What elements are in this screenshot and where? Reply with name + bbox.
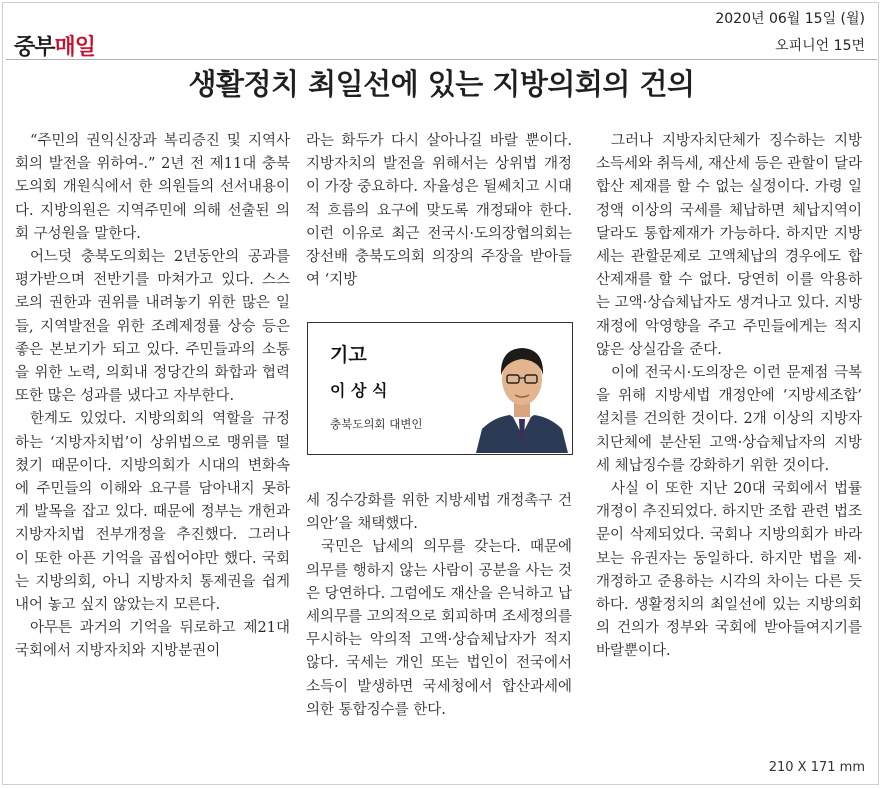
- newspaper-logo: [14, 30, 95, 61]
- publication-date: 2020년 06월 15일 (월): [715, 11, 865, 27]
- article-column-1: [15, 130, 290, 664]
- paragraph: 아무튼 과거의 기억을 뒤로하고 제21대 국회에서 지방자치와 지방분권이: [15, 620, 290, 660]
- clipping-dimensions: 210 X 171 mm: [768, 760, 865, 775]
- article-column-3: [596, 130, 862, 664]
- paragraph: “주민의 권익신장과 복리증진 및 지역사회의 발전을 위하여-.” 2년 전 제11대 충북도의회 개원식에서 한 의원들의 선서내용이다. 지방의원은 지역주민에 의해 선출된 의회 구성원을 말한다.: [15, 133, 290, 242]
- article-column-2-top: [306, 130, 572, 292]
- contribution-label: 기고: [330, 344, 367, 366]
- author-portrait: [474, 331, 570, 453]
- byline-box: [307, 322, 573, 455]
- paragraph: 그러나 지방자치단체가 징수하는 지방소득세와 취득세, 재산세 등은 관할이 달라 합산 제재를 할 수 없는 실정이다. 가령 일정액 이상의 국세를 체납하면 체납지역이 달라도 통합제재가 가능하다. 하지만 지방세는 관할문제로 고액체납의 경우에도 합산제재를 할 수 없다. 당연히 이를 악용하는 고액·상습체납자도 생겨나고 있다. 지방재정에 악영향을 주고 주민들에게는 적지 않은 상실감을 준다.: [596, 133, 862, 358]
- section-page: 오피니언 15면: [775, 38, 865, 54]
- logo-text-accent: 매일: [54, 35, 96, 60]
- article-headline: 생활정치 최일선에 있는 지방의회의 건의: [188, 67, 695, 101]
- logo-text-primary: 중부: [14, 35, 55, 60]
- paragraph: 국민은 납세의 의무를 갖는다. 때문에 의무를 행하지 않는 사람이 공분을 사는 것은 당연하다. 그럼에도 재산을 은닉하고 납세의무를 고의적으로 회피하며 조세정의를 무시하는 악의적 고액·상습체납자가 적지 않다. 국세는 개인 또는 법인이 전국에서 소득이 발생하면 국세청에서 합산과세에 의한 통합징수를 한다.: [306, 539, 572, 718]
- paragraph: 세 징수강화를 위한 지방세법 개정촉구 건의안’을 채택했다.: [306, 493, 572, 533]
- paragraph: 어느덧 충북도의회는 2년동안의 공과를 평가받으며 전반기를 마쳐가고 있다. 스스로의 권한과 권위를 내려놓기 위한 많은 일들, 지역발전을 위한 조례제정률 상승 등은 좋은 본보기가 되고 있다. 주민들과의 소통을 위한 노력, 의회내 정당간의 화합과 협력 또한 많은 성과를 냈다고 자부한다.: [15, 249, 290, 405]
- header-divider: [6, 59, 877, 60]
- author-role: 충북도의회 대변인: [330, 417, 423, 431]
- paragraph: 이에 전국시·도의장은 이런 문제점 극복을 위해 지방세법 개정안에 ‘지방세조합’ 설치를 건의한 것이다. 2개 이상의 지방자치단체에 분산된 고액·상습체납자의 지방세 체납징수를 강화하기 위한 것이다.: [596, 365, 862, 474]
- paragraph: 사실 이 또한 지난 20대 국회에서 법률개정이 추진되었다. 하지만 조합 관련 법조문이 삭제되었다. 국회나 지방의회가 바라보는 유권자는 동일하다. 하지만 법을 제·개정하고 준용하는 시각의 차이는 다른 듯하다. 생활정치의 최일선에 있는 지방의회의 건의가 정부와 국회에 받아들여지기를 바랄뿐이다.: [596, 481, 862, 660]
- paragraph: 한계도 있었다. 지방의회의 역할을 규정하는 ‘지방자치법’이 상위법으로 맹위를 떨쳤기 때문이다. 지방의회가 시대의 변화속에 주민들의 이해와 요구를 담아내지 못하게 발목을 잡고 있다. 때문에 정부는 개헌과 지방자치법 전부개정을 추진했다. 그러나 이 또한 아픈 기억을 곱씹어야만 했다. 국회는 지방의회, 아니 지방자치 통제권을 쉽게 내어 놓고 싶지 않았는지 모른다.: [15, 411, 290, 614]
- author-name: 이 상 식: [330, 381, 388, 400]
- article-column-2-bottom: [306, 490, 572, 722]
- paragraph: 라는 화두가 다시 살아나길 바랄 뿐이다. 지방자치의 발전을 위해서는 상위법 개정이 가장 중요하다. 자율성은 뒬쎄치고 시대적 흐름의 요구에 맞도록 개정돼야 한다. 이런 이유로 최근 전국시·도의장협의회는 장선배 충북도의회 의장의 주장을 받아들여 ‘지방: [306, 133, 572, 289]
